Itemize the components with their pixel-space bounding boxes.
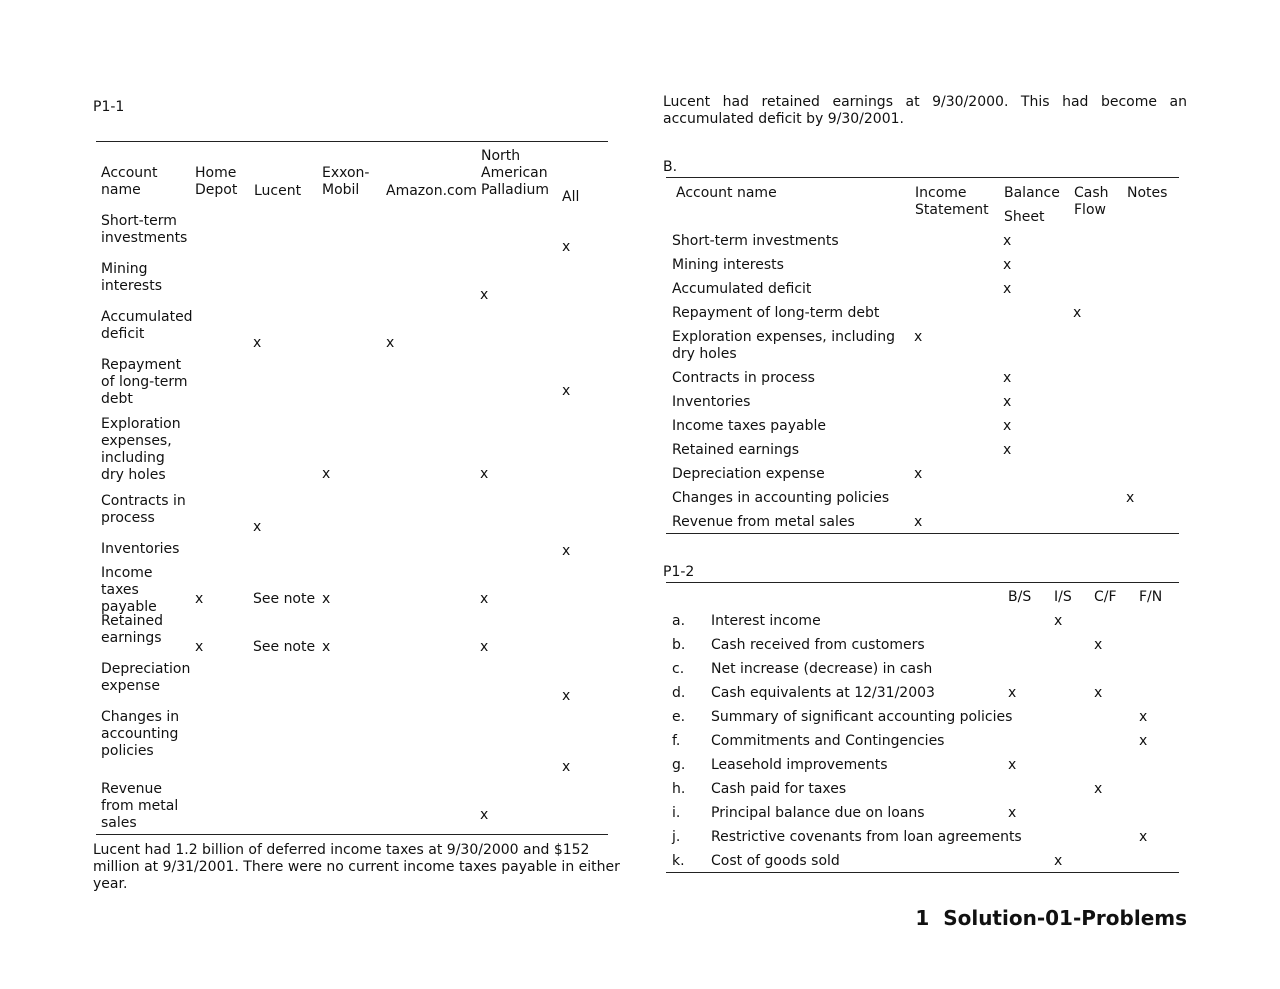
p12-row-name: Commitments and Contingencies [711, 733, 945, 749]
p12-row-letter: i. [672, 805, 681, 821]
p11-header-all: All [562, 189, 580, 205]
p11-row-name: Exploration expenses, including dry holes [101, 416, 181, 483]
p12-cell-mark: x [1094, 685, 1103, 701]
p12-row-letter: g. [672, 757, 686, 773]
p12-top-rule [666, 582, 1179, 583]
p11-cell-mark: x [562, 688, 571, 704]
p11-cell-mark: x [322, 639, 331, 655]
partb-cell-mark: x [1003, 394, 1012, 410]
p12-row-letter: c. [672, 661, 685, 677]
p11-row-name: Income taxes payable [101, 565, 157, 615]
p12-row-name: Interest income [711, 613, 821, 629]
partb-row-name: Exploration expenses, including dry holes [672, 329, 895, 362]
p11-header-account: Account name [101, 165, 158, 198]
p12-row-name: Cash received from customers [711, 637, 925, 653]
p11-header-lucent: Lucent [254, 183, 302, 199]
p12-row-name: Leasehold improvements [711, 757, 888, 773]
partb-cell-mark: x [914, 329, 923, 345]
p11-row-name: Revenue from metal sales [101, 781, 179, 831]
partb-row-name: Revenue from metal sales [672, 514, 855, 530]
p12-header-fn: F/N [1139, 589, 1163, 605]
p11-header-amazon: Amazon.com [386, 183, 477, 199]
p12-cell-mark: x [1139, 733, 1148, 749]
p11-row-name: Contracts in process [101, 493, 186, 526]
p12-label: P1-2 [663, 564, 695, 580]
p12-header-cf: C/F [1094, 589, 1117, 605]
p11-label: P1-1 [93, 99, 125, 115]
partb-cell-mark: x [1126, 490, 1135, 506]
p11-cell-mark: x [480, 807, 489, 823]
p12-row-letter: h. [672, 781, 686, 797]
partb-row-name: Mining interests [672, 257, 784, 273]
p12-header-is: I/S [1054, 589, 1072, 605]
p11-cell-mark: See note [253, 591, 316, 607]
p12-row-letter: f. [672, 733, 681, 749]
p12-row-name: Principal balance due on loans [711, 805, 925, 821]
partb-top-rule [666, 177, 1179, 178]
p11-row-name: Depreciation expense [101, 661, 191, 694]
page-number: 1 [915, 906, 930, 930]
p11-cell-mark: x [253, 335, 262, 351]
p11-header-palladium: North American Palladium [481, 148, 550, 198]
p12-row-name: Net increase (decrease) in cash [711, 661, 933, 677]
partb-header-cashflow: Cash Flow [1074, 185, 1109, 218]
p12-bottom-rule [666, 872, 1179, 873]
partb-row-name: Changes in accounting policies [672, 490, 890, 506]
p12-row-letter: d. [672, 685, 686, 701]
p11-cell-mark: x [195, 639, 204, 655]
p12-header-bs: B/S [1008, 589, 1032, 605]
p12-row-letter: j. [672, 829, 681, 845]
p12-cell-mark: x [1008, 805, 1017, 821]
p11-cell-mark: x [253, 519, 262, 535]
partb-cell-mark: x [1003, 442, 1012, 458]
p11-top-rule [96, 141, 608, 142]
p12-row-letter: b. [672, 637, 686, 653]
p11-cell-mark: x [195, 591, 204, 607]
p11-bottom-rule [96, 834, 608, 835]
partb-bottom-rule [666, 533, 1179, 534]
p11-cell-mark: x [322, 466, 331, 482]
p11-cell-mark: x [480, 591, 489, 607]
p11-cell-mark: x [480, 287, 489, 303]
p11-row-name: Inventories [101, 541, 180, 557]
page-footer-title: Solution-01-Problems [943, 906, 1187, 930]
partb-header-balance: Balance Sheet [1004, 185, 1060, 225]
partb-row-name: Accumulated deficit [672, 281, 812, 297]
partb-row-name: Repayment of long-term debt [672, 305, 880, 321]
p11-note: Lucent had 1.2 billion of deferred income taxes at 9/30/2000 and $152 million at 9/31/2001. There were no current income taxes payable in either year. [93, 842, 620, 892]
partb-cell-mark: x [1003, 233, 1012, 249]
partb-cell-mark: x [1003, 257, 1012, 273]
p12-cell-mark: x [1008, 757, 1017, 773]
partb-header-notes: Notes [1127, 185, 1168, 201]
p12-row-name: Summary of significant accounting policies [711, 709, 1013, 725]
partb-cell-mark: x [1003, 370, 1012, 386]
partb-label: B. [663, 159, 678, 175]
p12-cell-mark: x [1054, 613, 1063, 629]
p12-row-name: Cash equivalents at 12/31/2003 [711, 685, 935, 701]
partb-row-name: Short-term investments [672, 233, 839, 249]
p12-cell-mark: x [1008, 685, 1017, 701]
p12-cell-mark: x [1094, 637, 1103, 653]
partb-cell-mark: x [1003, 281, 1012, 297]
p11-row-name: Changes in accounting policies [101, 709, 180, 759]
partb-row-name: Income taxes payable [672, 418, 826, 434]
p11-header-exxon: Exxon-Mobil [322, 165, 370, 198]
p11-header-home-depot: Home Depot [195, 165, 238, 198]
partb-row-name: Inventories [672, 394, 751, 410]
partb-row-name: Contracts in process [672, 370, 815, 386]
p12-row-letter: e. [672, 709, 686, 725]
lucent-note: Lucent had retained earnings at 9/30/2000. This had become an accumulated deficit by 9/30/2001. [663, 94, 1187, 127]
p12-cell-mark: x [1054, 853, 1063, 869]
p11-cell-mark: x [480, 466, 489, 482]
p11-cell-mark: x [562, 239, 571, 255]
page-footer [915, 906, 1187, 930]
p12-cell-mark: x [1139, 709, 1148, 725]
p12-row-letter: k. [672, 853, 685, 869]
p12-row-letter: a. [672, 613, 686, 629]
p12-row-name: Restrictive covenants from loan agreements [711, 829, 1022, 845]
p11-cell-mark: x [386, 335, 395, 351]
p11-row-name: Mining interests [101, 261, 163, 294]
p11-cell-mark: x [562, 543, 571, 559]
p11-cell-mark: x [322, 591, 331, 607]
p11-row-name: Accumulated deficit [101, 309, 193, 342]
p12-cell-mark: x [1139, 829, 1148, 845]
p12-row-name: Cash paid for taxes [711, 781, 847, 797]
partb-header-account: Account name [676, 185, 777, 201]
partb-cell-mark: x [1003, 418, 1012, 434]
p11-cell-mark: x [480, 639, 489, 655]
partb-row-name: Depreciation expense [672, 466, 825, 482]
partb-cell-mark: x [914, 466, 923, 482]
p12-row-name: Cost of goods sold [711, 853, 840, 869]
p12-cell-mark: x [1094, 781, 1103, 797]
partb-cell-mark: x [914, 514, 923, 530]
partb-header-income: Income Statement [915, 185, 989, 218]
partb-cell-mark: x [1073, 305, 1082, 321]
p11-row-name: Retained earnings [101, 613, 164, 646]
p11-row-name: Short-term investments [101, 213, 188, 246]
p11-row-name: Repayment of long-term debt [101, 357, 188, 407]
partb-row-name: Retained earnings [672, 442, 800, 458]
p11-cell-mark: x [562, 383, 571, 399]
p11-cell-mark: x [562, 759, 571, 775]
p11-cell-mark: See note [253, 639, 316, 655]
